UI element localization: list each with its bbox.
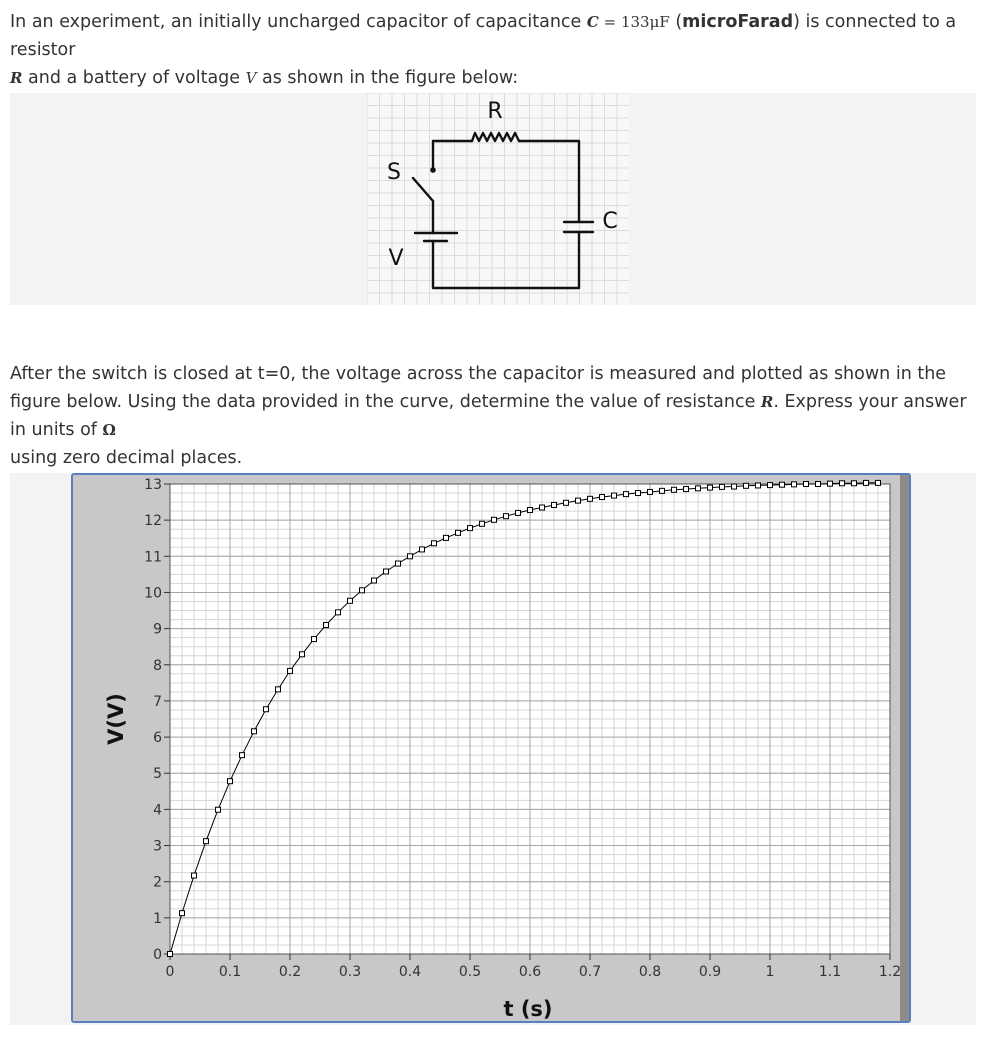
y-tick-label: 7 (153, 693, 162, 710)
x-tick-label: 1.1 (818, 964, 842, 980)
data-point (600, 495, 605, 500)
data-point (408, 554, 413, 559)
data-point (624, 492, 629, 497)
circuit-grid (367, 93, 629, 305)
question-paragraph (10, 360, 972, 472)
capacitance-value: = 133 (598, 13, 650, 31)
data-point (444, 535, 449, 540)
data-point (372, 578, 377, 583)
circuit-grid-background (367, 93, 629, 305)
capacitance-symbol: C (586, 13, 599, 31)
ohm-symbol: Ω (102, 421, 116, 439)
data-point (876, 480, 881, 485)
data-point (540, 505, 545, 510)
data-point (420, 547, 425, 552)
y-tick-label: 8 (153, 657, 162, 674)
data-point (168, 952, 173, 957)
data-point (852, 481, 857, 486)
data-point (492, 517, 497, 522)
x-tick-label: 0.4 (398, 964, 422, 980)
x-tick-label: 0.3 (338, 964, 362, 980)
data-point (300, 652, 305, 657)
data-point (864, 480, 869, 485)
y-tick-label: 2 (153, 874, 162, 891)
question-text-1: After the switch is closed at t=0, the voltage across the capacitor is measured and plotted as shown in the figure below. Using the data provided in the curve, determine the value of resistance (10, 364, 947, 412)
data-point (648, 489, 653, 494)
resistor-label: R (487, 99, 503, 124)
switch-label: S (387, 160, 401, 185)
data-point (840, 481, 845, 486)
data-point (312, 637, 317, 642)
data-point (180, 911, 185, 916)
data-point (504, 514, 509, 519)
data-point (528, 508, 533, 513)
intro-text-2: ) is connected to a resistor (10, 12, 957, 60)
data-point (804, 482, 809, 487)
data-point (828, 481, 833, 486)
x-tick-label: 0 (165, 964, 175, 980)
data-point (720, 484, 725, 489)
intro-text-1: In an experiment, an initially uncharged capacitor of capacitance (10, 12, 587, 32)
data-point (360, 588, 365, 593)
intro-paren-open: ( (669, 12, 683, 32)
data-point (324, 623, 329, 628)
y-tick-label: 11 (144, 549, 162, 566)
x-tick-label: 0.2 (278, 964, 302, 980)
voltage-time-chart (73, 475, 909, 1021)
data-point (480, 521, 485, 526)
data-point (564, 500, 569, 505)
data-point (684, 487, 689, 492)
intro-paragraph (10, 8, 972, 92)
data-point (744, 483, 749, 488)
data-point (456, 530, 461, 535)
data-point (216, 807, 221, 812)
x-axis-label: t (s) (503, 997, 553, 1021)
data-point (228, 779, 233, 784)
data-point (204, 839, 209, 844)
battery-label: V (388, 246, 404, 271)
capacitor-label: C (602, 209, 618, 234)
y-tick-label: 13 (144, 477, 162, 493)
data-point (348, 598, 353, 603)
intro-text-4: as shown in the figure below: (256, 68, 519, 88)
intro-text-3: and a battery of voltage (22, 68, 246, 88)
data-point (288, 668, 293, 673)
capacitance-unit: μF (649, 13, 670, 31)
data-point (756, 483, 761, 488)
y-tick-label: 9 (153, 621, 162, 638)
data-point (588, 496, 593, 501)
data-point (612, 493, 617, 498)
data-point (576, 498, 581, 503)
question-text-3: using zero decimal places. (10, 448, 243, 468)
data-point (816, 482, 821, 487)
data-point (240, 753, 245, 758)
data-point (432, 541, 437, 546)
circuit-diagram (367, 93, 629, 305)
data-point (468, 526, 473, 531)
y-tick-label: 12 (144, 513, 162, 530)
data-point (780, 482, 785, 487)
voltage-symbol: V (245, 69, 257, 87)
question-resistor-symbol: R (760, 393, 774, 411)
switch-contact (430, 167, 436, 173)
data-point (660, 488, 665, 493)
data-point (264, 707, 269, 712)
y-axis-label: V(V) (104, 693, 128, 745)
x-tick-label: 0.8 (638, 964, 662, 980)
data-point (276, 687, 281, 692)
x-tick-label: 1.2 (878, 964, 902, 980)
data-point (516, 510, 521, 515)
data-point (708, 485, 713, 490)
x-tick-label: 0.9 (698, 964, 722, 980)
data-point (768, 483, 773, 488)
unit-name-bold: microFarad (682, 12, 794, 32)
x-tick-label: 0.5 (458, 964, 482, 980)
data-point (252, 729, 257, 734)
x-tick-label: 0.7 (578, 964, 602, 980)
chart-figure (10, 473, 976, 1025)
y-tick-label: 5 (153, 766, 162, 783)
x-tick-label: 0.6 (518, 964, 542, 980)
circuit-figure (10, 93, 976, 305)
y-tick-label: 4 (153, 802, 162, 819)
y-tick-label: 10 (144, 585, 162, 602)
data-point (696, 486, 701, 491)
data-point (336, 610, 341, 615)
data-point (672, 487, 677, 492)
x-tick-label: 1 (765, 964, 775, 980)
y-tick-label: 1 (153, 910, 162, 927)
data-point (732, 484, 737, 489)
y-tick-label: 6 (153, 730, 162, 747)
question-text-2: . Express your answer in units of (10, 392, 967, 440)
data-point (384, 569, 389, 574)
y-tick-label: 3 (153, 838, 162, 855)
resistor-symbol: R (10, 69, 23, 87)
data-point (396, 561, 401, 566)
data-point (792, 482, 797, 487)
data-point (552, 502, 557, 507)
y-tick-label: 0 (153, 947, 162, 963)
x-tick-label: 0.1 (218, 964, 242, 980)
chart-frame (71, 473, 911, 1023)
data-point (636, 491, 641, 496)
data-point (192, 873, 197, 878)
frame-right-bar (900, 475, 909, 1021)
